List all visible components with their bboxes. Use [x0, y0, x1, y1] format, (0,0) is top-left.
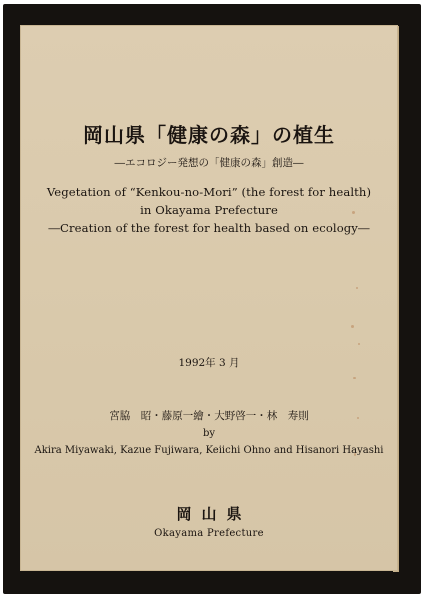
publisher-japanese: 岡山県: [176, 505, 252, 523]
authors-english: Akira Miyawaki, Kazue Fujiwara, Keiichi Ohno and Hisanori Hayashi: [34, 445, 384, 456]
title-english-line-3: ―Creation of the forest for health based on ecology―: [48, 221, 370, 235]
book-cover: [20, 25, 398, 571]
by-label: by: [202, 428, 216, 439]
foxing-spot: [358, 343, 360, 345]
title-japanese: 岡山県「健康の森」の植生: [83, 123, 335, 147]
authors-japanese: 宮脇 昭・藤原一繪・大野啓一・林 寿則: [109, 410, 309, 422]
foxing-spot: [351, 325, 354, 328]
foxing-spot: [356, 287, 358, 289]
title-english-line-1: Vegetation of “Kenkou-no-Mori” (the forest for health): [46, 185, 372, 199]
foxing-spot: [353, 377, 356, 379]
book-frame: [3, 4, 421, 594]
publication-date: 1992年 3 月: [178, 357, 240, 369]
publisher-english: Okayama Prefecture: [154, 528, 264, 539]
subtitle-japanese: ―エコロジー発想の「健康の森」創造―: [114, 157, 304, 169]
title-english-line-2: in Okayama Prefecture: [140, 203, 278, 217]
